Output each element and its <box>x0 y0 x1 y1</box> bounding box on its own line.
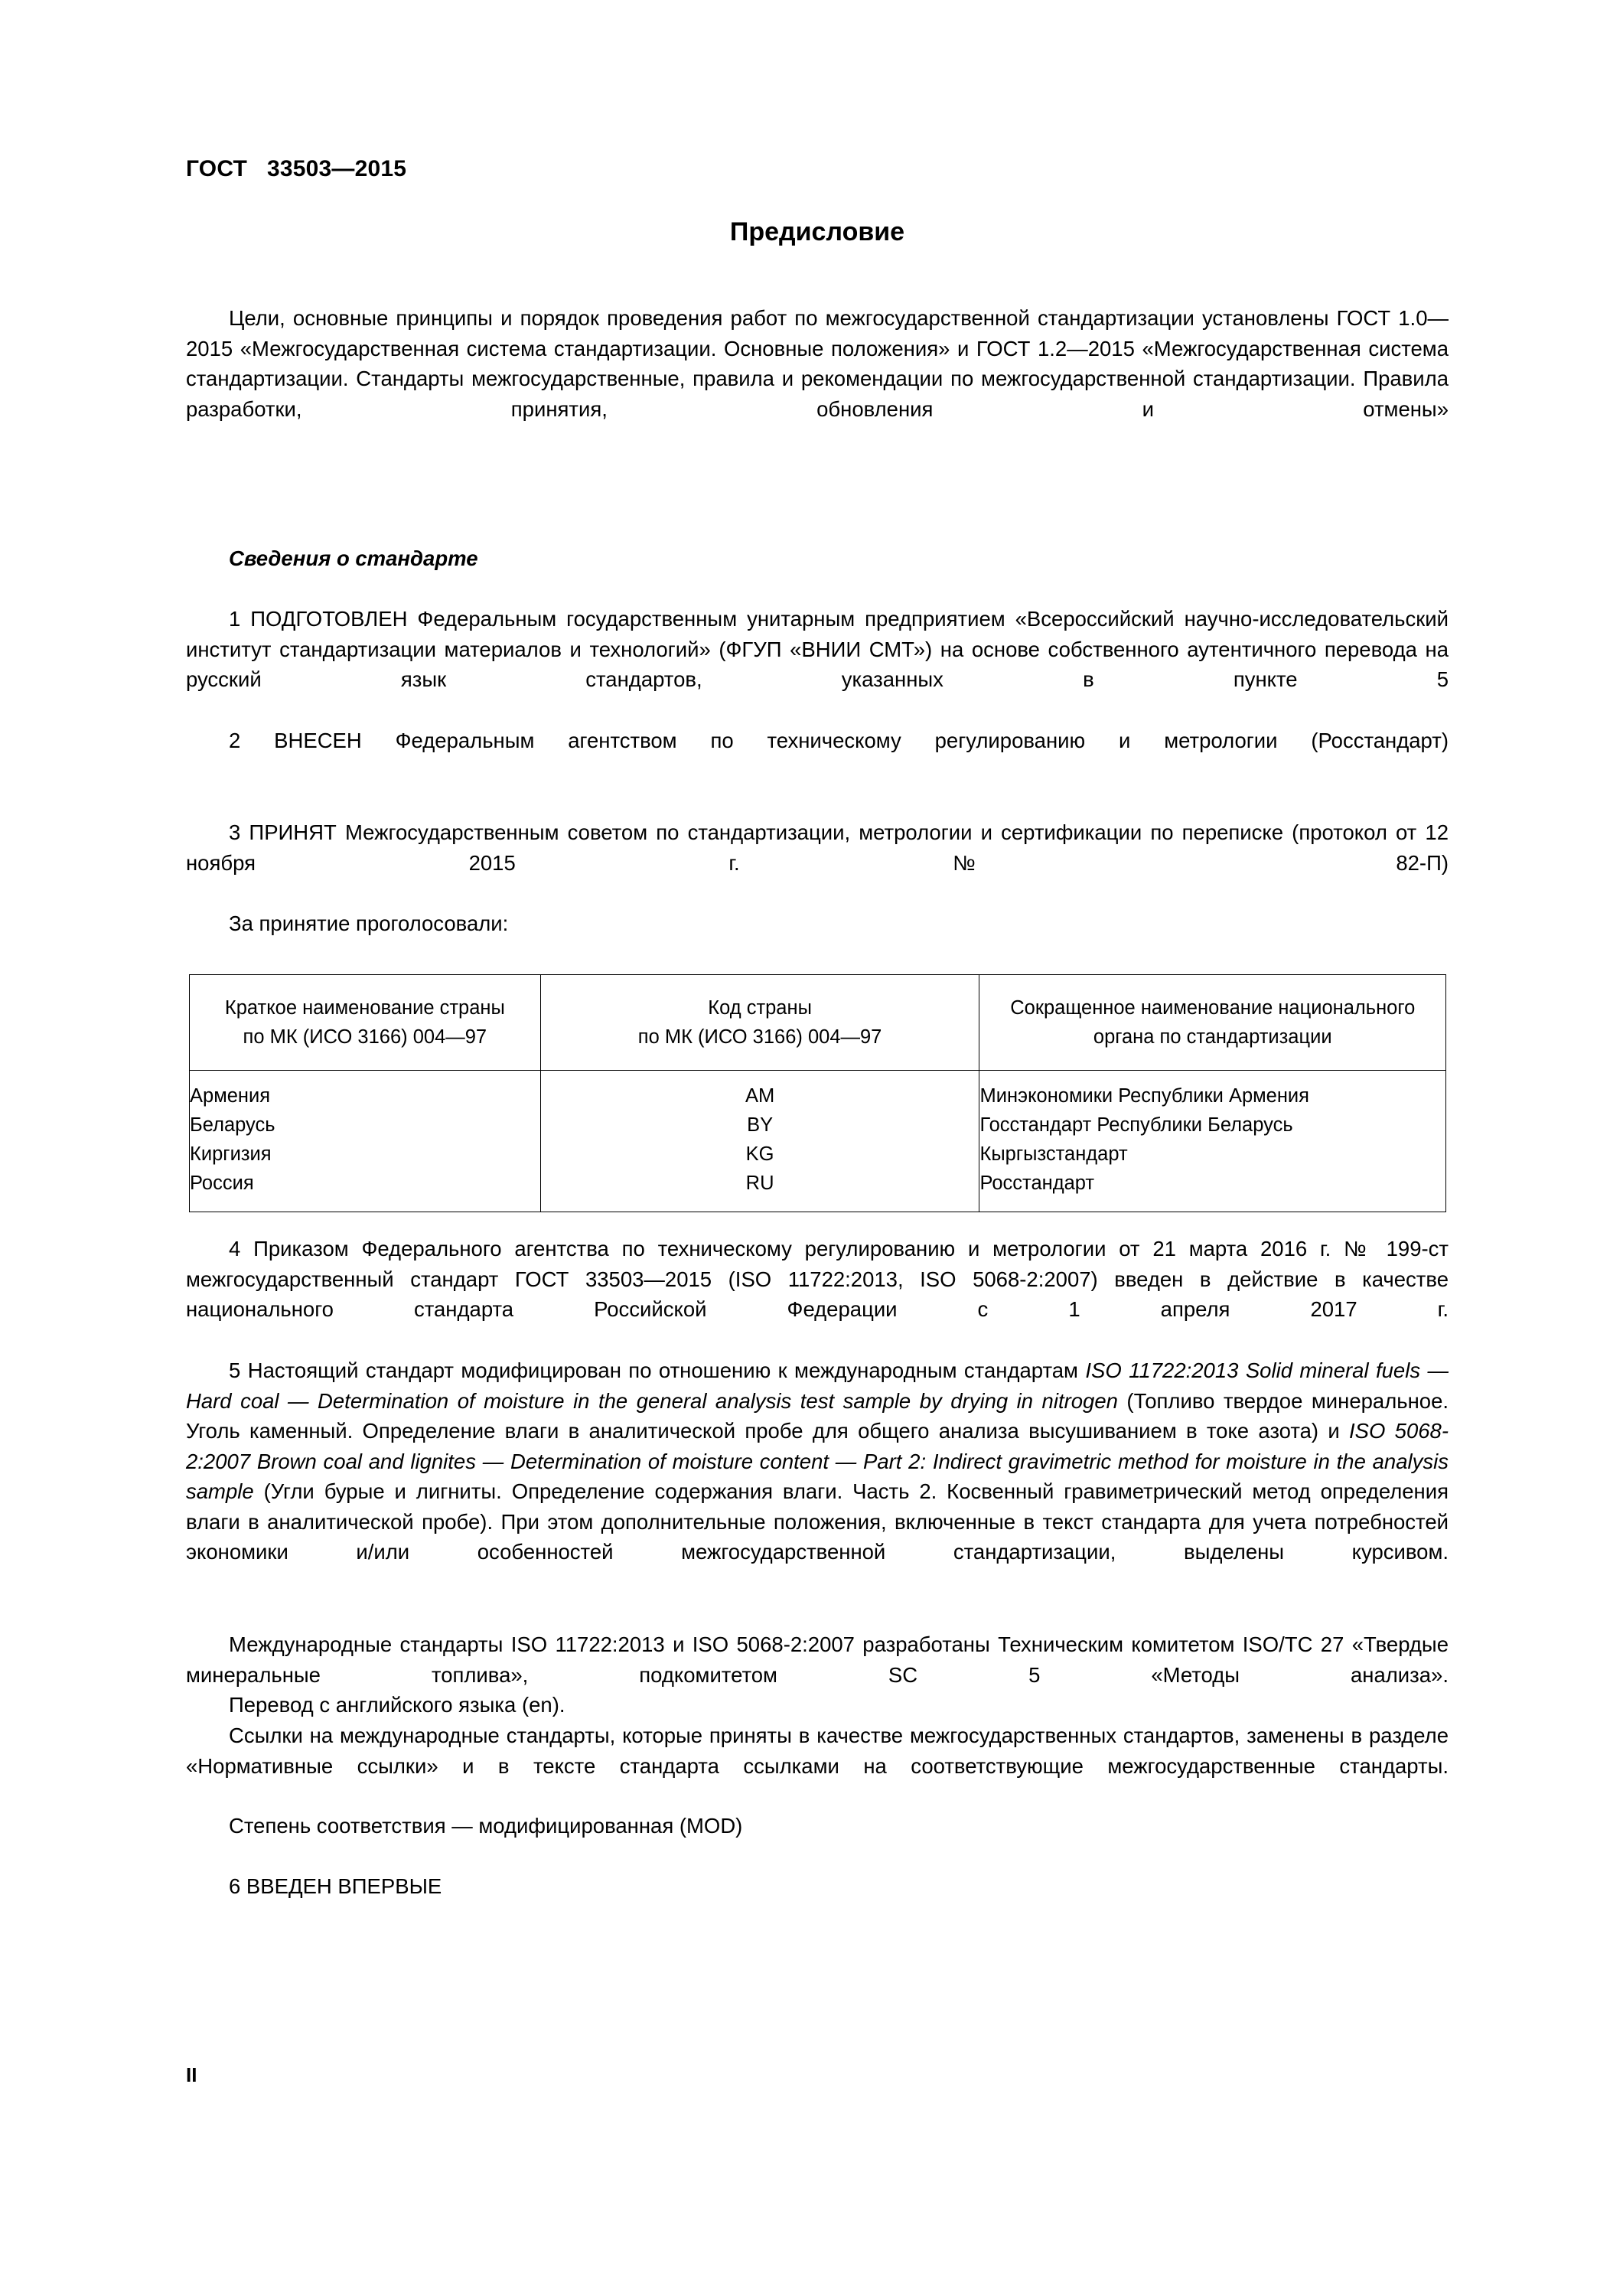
vote-table-header-body-line1: Сокращенное наименование национального <box>1010 997 1416 1019</box>
vote-table-header-code <box>540 975 979 1071</box>
running-head-standard-label: ГОСТ <box>186 156 247 181</box>
running-head <box>186 156 406 182</box>
standardization-body: Кыргызстандарт <box>979 1143 1128 1165</box>
page-title: Предисловие <box>729 217 905 246</box>
page-number: II <box>186 2063 197 2086</box>
country-name: Россия <box>190 1172 254 1194</box>
vote-intro-line: За принятие проголосовали: <box>229 912 509 935</box>
info-item-6: 6 ВВЕДЕН ВПЕРВЫЕ <box>229 1874 442 1898</box>
info-section-heading: Сведения о стандарте <box>229 546 478 570</box>
vote-table-cell-code <box>540 1071 979 1212</box>
country-name: Армения <box>190 1085 271 1107</box>
vote-table-header-country-line1: Краткое наименование страны <box>224 997 505 1019</box>
info-item-5-sub-2: Перевод с английского языка (en). <box>229 1693 565 1717</box>
item5-lead: 5 Настоящий стандарт модифицирован по отношению к международным стандартам <box>229 1358 1078 1382</box>
country-name: Киргизия <box>190 1143 272 1165</box>
country-name: Беларусь <box>190 1114 275 1136</box>
table-row <box>190 1071 1446 1212</box>
info-item-4: 4 Приказом Федерального агентства по техническому регулированию и метрологии от 21 марта 2016 г. № 199-ст межгосударственный стандарт ГОСТ 33503—2015 (ISO 11722:2013, ISO 5068-2:2007) введен в действие в качестве национального стандарта Российской Федерации с 1 апреля 2017 г. <box>186 1237 1449 1321</box>
standardization-body: Росстандарт <box>979 1172 1095 1194</box>
country-code: RU <box>745 1172 774 1194</box>
standardization-body: Минэкономики Республики Армения <box>979 1085 1309 1107</box>
vote-table-header-row <box>190 975 1446 1071</box>
country-code: AM <box>745 1085 775 1107</box>
info-item-3: 3 ПРИНЯТ Межгосударственным советом по стандартизации, метрологии и сертификации по переписке (протокол от 12 ноября 2015 г. № 82-П) <box>186 820 1449 875</box>
item5-conjunction: и <box>1328 1419 1340 1443</box>
country-code: BY <box>747 1114 774 1136</box>
item5-iso2-title-en: ISO 5068-2:2007 Brown coal and lignites — Determination of moisture content — Part 2: Indirect gravimetric method for moisture in the analysis sample <box>186 1419 1449 1503</box>
vote-table-head <box>190 975 1446 1071</box>
info-item-2: 2 ВНЕСЕН Федеральным агентством по техническому регулированию и метрологии (Росстандарт) <box>229 729 1449 752</box>
vote-table-cell-body <box>979 1071 1446 1212</box>
info-item-5-sub-3: Ссылки на международные стандарты, которые приняты в качестве межгосударственных стандартов, заменены в разделе «Нормативные ссылки» и в тексте стандарта ссылками на соответствующие межгосударственные стандарты. <box>186 1724 1449 1778</box>
item5-iso1-title-ru: (Топливо твердое минеральное. Уголь каменный. Определение влаги в аналитической пробе для общего анализа высушиванием в токе азота) <box>186 1388 1449 1443</box>
vote-table-header-code-line2: по МК (ИСО 3166) 004—97 <box>637 1026 882 1048</box>
vote-table-cell-country <box>190 1071 541 1212</box>
country-code: KG <box>745 1143 774 1165</box>
vote-table-header-code-line1: Код страны <box>708 997 812 1019</box>
standardization-body: Госстандарт Республики Беларусь <box>979 1114 1293 1136</box>
item5-tail: При этом дополнительные положения, включенные в текст стандарта для учета потребностей экономики и/или особенностей межгосударственной стандартизации, выделены курсивом. <box>186 1509 1449 1564</box>
item5-iso2-title-ru: (Угли бурые и лигниты. Определение содержания влаги. Часть 2. Косвенный гравиметрический метод определения влаги в аналитической пробе). <box>186 1479 1449 1534</box>
running-head-standard-number: 33503—2015 <box>267 156 407 181</box>
info-item-5-sub-4: Степень соответствия — модифицированная (MOD) <box>229 1814 743 1838</box>
vote-table <box>189 974 1446 1212</box>
info-item-1: 1 ПОДГОТОВЛЕН Федеральным государственным унитарным предприятием «Всероссийский научно-исследовательский институт стандартизации материалов и технологий» (ФГУП «ВНИИ СМТ») на основе собственного аутентичного перевода на русский язык стандартов, указанных в пункте 5 <box>186 607 1449 691</box>
info-item-5-sub-1: Международные стандарты ISO 11722:2013 и ISO 5068-2:2007 разработаны Техническим комитетом ISO/TC 27 «Твердые минеральные топлива», подкомитетом SC 5 «Методы анализа». <box>186 1632 1449 1687</box>
vote-table-header-country-line2: по МК (ИСО 3166) 004—97 <box>243 1026 487 1048</box>
item5-iso1-title-en: ISO 11722:2013 Solid mineral fuels — Hard coal — Determination of moisture in the general analysis test sample by drying in nitrogen <box>186 1358 1449 1413</box>
vote-table-header-country <box>190 975 541 1071</box>
vote-table-header-body <box>979 975 1446 1071</box>
vote-table-header-body-line2: органа по стандартизации <box>1093 1026 1332 1048</box>
info-item-5 <box>186 1355 1449 1597</box>
vote-table-body <box>190 1071 1446 1212</box>
intro-paragraph: Цели, основные принципы и порядок проведения работ по межгосударственной стандартизации установлены ГОСТ 1.0—2015 «Межгосударственная система стандартизации. Основные положения» и ГОСТ 1.2—2015 «Межгосударственная система стандартизации. Стандарты межгосударственные, правила и рекомендации по межгосударственной стандартизации. Правила разработки, принятия, обновления и отмены» <box>186 306 1449 421</box>
